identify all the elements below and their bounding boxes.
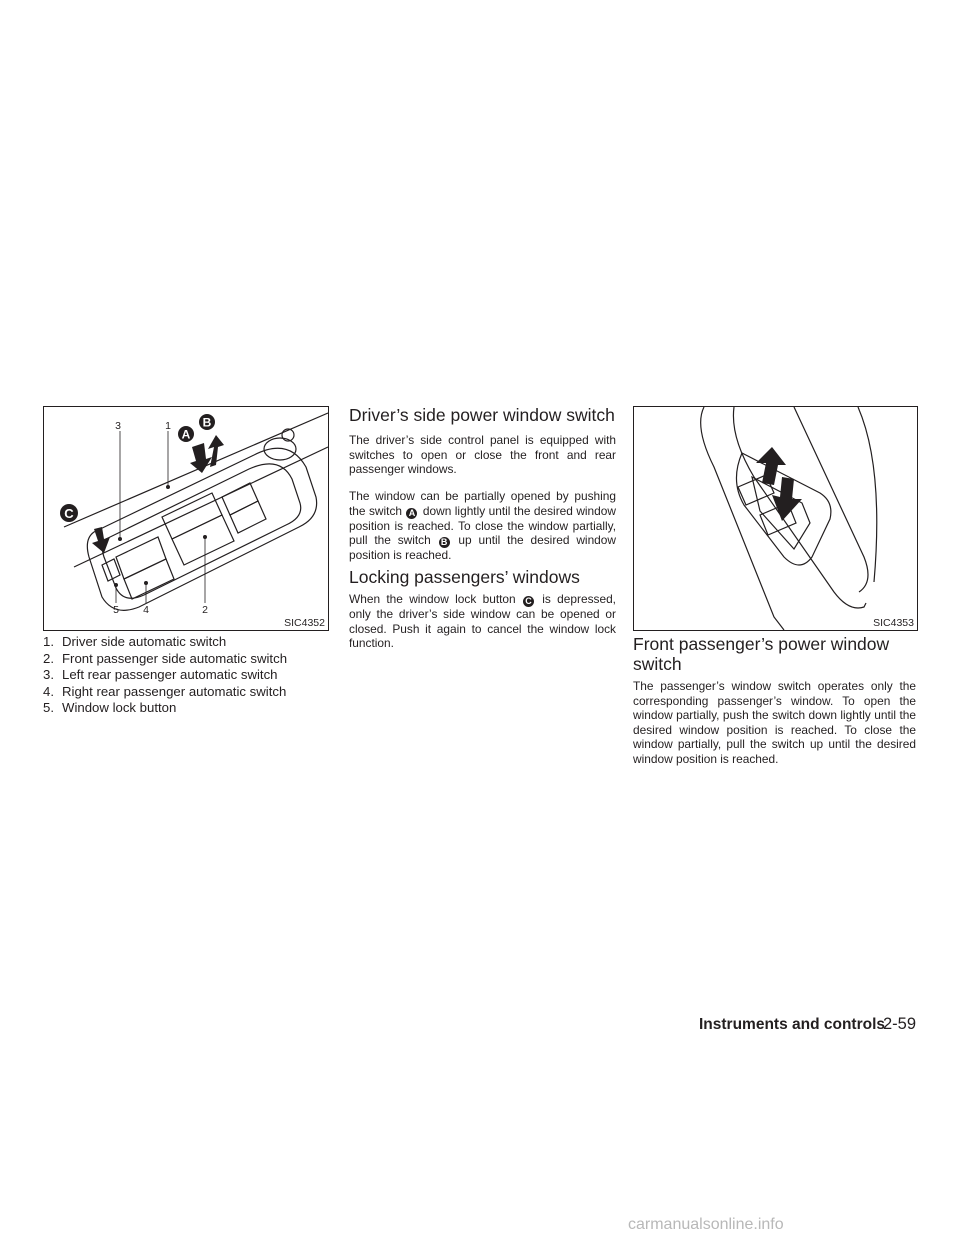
passenger-switch-illustration <box>634 407 917 630</box>
legend-item: 2. Front passenger side automatic switch <box>43 650 288 666</box>
heading-drivers-window-switch: Driver’s side power window switch <box>349 405 615 425</box>
figure-id-right: SIC4353 <box>873 617 914 629</box>
legend-item: 4. Right rear passenger automatic switch <box>43 683 287 699</box>
figure-id-left: SIC4352 <box>284 617 325 629</box>
section2-para: When the window lock button C is depressed, only the driver’s side window can be opened or closed. Push it again to cancel the window lock function. <box>349 592 616 651</box>
callout-b: B <box>202 415 212 430</box>
callout-c: C <box>64 506 74 521</box>
figure-driver-switch-panel <box>43 406 329 631</box>
legend-item: 5. Window lock button <box>43 700 177 716</box>
figure-legend <box>43 634 343 717</box>
callout-5: 5 <box>113 604 119 616</box>
legend-item: 1. Driver side automatic switch <box>43 634 227 649</box>
section1-para2: The window can be partially opened by pushing the switch A down lightly until the desired window position is reached. To close the window partially, pull the switch B up until the desired window position is reached. <box>349 489 616 563</box>
callout-3: 3 <box>115 420 121 432</box>
lock-button-c-marker: C <box>523 596 534 607</box>
callout-4: 4 <box>143 604 149 616</box>
heading-passenger-window-switch: Front passenger’s power window switch <box>633 634 890 674</box>
driver-switch-illustration <box>44 407 328 630</box>
callout-1: 1 <box>165 420 171 432</box>
watermark: carmanualsonline.info <box>628 1216 784 1233</box>
callout-a: A <box>181 427 191 442</box>
heading-locking-windows: Locking passengers’ windows <box>349 567 580 587</box>
figure-passenger-switch <box>633 406 918 631</box>
up-arrow-icon <box>756 447 786 485</box>
legend-item: 3. Left rear passenger automatic switch <box>43 667 278 683</box>
switch-a-marker: A <box>406 508 417 519</box>
footer-section-title: Instruments and controls <box>699 1016 886 1033</box>
section1-para1: The driver’s side control panel is equipped with switches to open or close the front and rear passenger windows. <box>349 433 616 477</box>
callout-2: 2 <box>202 604 208 616</box>
section3-para: The passenger’s window switch operates only the corresponding passenger’s window. To open the window partially, push the switch down lightly until the desired window position is reached. To close the window partially, pull the switch up until the desired window position is reached. <box>633 679 916 766</box>
switch-b-marker: B <box>439 537 450 548</box>
down-arrow-icon <box>772 477 802 521</box>
footer-page-number: 2-59 <box>883 1015 917 1033</box>
